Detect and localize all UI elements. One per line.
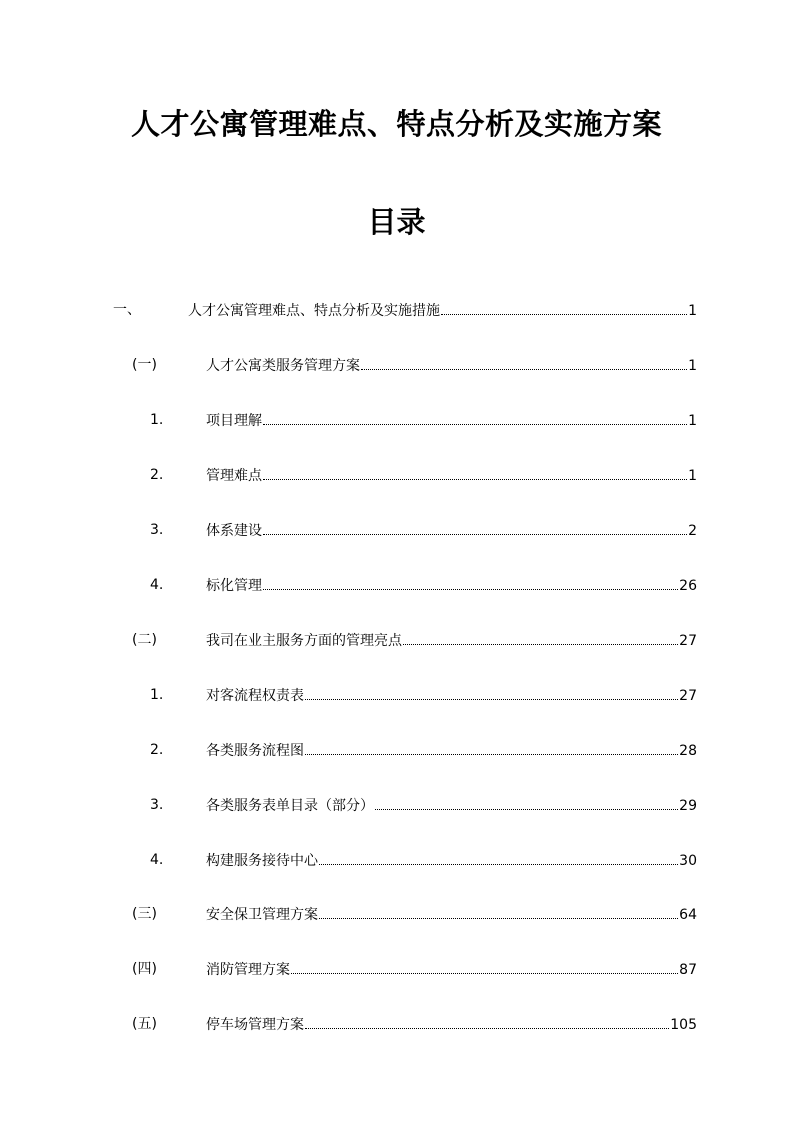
dot-leader	[263, 518, 687, 535]
toc-entry-label: 项目理解	[206, 413, 262, 429]
dot-leader	[305, 683, 678, 700]
toc-entry-number: (三)	[132, 906, 157, 922]
toc-entry-page: 1	[688, 413, 697, 429]
dot-leader	[375, 793, 678, 810]
toc-entry-number: 一、	[113, 302, 141, 318]
toc-entry-number: 3.	[150, 797, 164, 813]
dot-leader	[319, 848, 678, 865]
toc-entry-1-4[interactable]	[0, 957, 793, 981]
dot-leader	[403, 628, 678, 645]
toc-entry-page: 105	[670, 1017, 697, 1033]
toc-entry-line	[206, 628, 697, 653]
toc-entry-1-1-3[interactable]	[0, 518, 793, 542]
dot-leader	[305, 738, 678, 755]
toc-entry-line	[206, 683, 697, 708]
toc-entry-line	[206, 957, 697, 982]
toc-entry-number: 4.	[150, 852, 164, 868]
toc-entry-line	[206, 518, 697, 543]
toc-entry-label: 管理难点	[206, 468, 262, 484]
toc-entry-label: 我司在业主服务方面的管理亮点	[206, 633, 402, 649]
toc-entry-number: 2.	[150, 467, 164, 483]
document-title: 人才公寓管理难点、特点分析及实施方案	[130, 107, 662, 141]
toc-entry-page: 26	[679, 578, 697, 594]
dot-leader	[305, 1012, 669, 1029]
toc-entry-line	[206, 738, 697, 763]
toc-entry-label: 人才公寓类服务管理方案	[206, 358, 360, 374]
toc-entry-line	[206, 1012, 697, 1037]
toc-entry-label: 消防管理方案	[206, 962, 290, 978]
toc-entry-number: (五)	[132, 1016, 157, 1032]
toc-entry-line	[206, 848, 697, 873]
toc-entry-label: 构建服务接待中心	[206, 853, 318, 869]
toc-entry-1[interactable]	[0, 298, 793, 322]
toc-entry-page: 28	[679, 743, 697, 759]
toc-entry-label: 体系建设	[206, 523, 262, 539]
toc-entry-line	[206, 573, 697, 598]
toc-entry-line	[188, 298, 697, 323]
toc-entry-number: 2.	[150, 742, 164, 758]
toc-entry-1-3[interactable]	[0, 902, 793, 926]
toc-entry-page: 29	[679, 798, 697, 814]
toc-entry-1-2-3[interactable]	[0, 793, 793, 817]
toc-entry-1-1[interactable]	[0, 353, 793, 377]
toc-entry-page: 1	[688, 358, 697, 374]
toc-entry-label: 停车场管理方案	[206, 1017, 304, 1033]
toc-entry-number: (四)	[132, 961, 157, 977]
toc-entry-page: 2	[688, 523, 697, 539]
toc-entry-page: 64	[679, 907, 697, 923]
toc-entry-page: 87	[679, 962, 697, 978]
toc-entry-1-2-4[interactable]	[0, 848, 793, 872]
toc-entry-line	[206, 793, 697, 818]
toc-entry-page: 1	[688, 468, 697, 484]
dot-leader	[361, 353, 687, 370]
dot-leader	[319, 902, 678, 919]
toc-entry-page: 27	[679, 688, 697, 704]
toc-entry-label: 安全保卫管理方案	[206, 907, 318, 923]
dot-leader	[441, 298, 687, 315]
dot-leader	[291, 957, 678, 974]
toc-entry-line	[206, 353, 697, 378]
toc-entry-page: 30	[679, 853, 697, 869]
dot-leader	[263, 463, 687, 480]
toc-entry-1-2[interactable]	[0, 628, 793, 652]
toc-entry-line	[206, 902, 697, 927]
toc-entry-label: 各类服务流程图	[206, 743, 304, 759]
toc-entry-label: 标化管理	[206, 578, 262, 594]
toc-entry-label: 人才公寓管理难点、特点分析及实施措施	[188, 303, 440, 319]
toc-entry-number: 4.	[150, 577, 164, 593]
toc-entry-number: (一)	[132, 357, 157, 373]
toc-entry-1-1-1[interactable]	[0, 408, 793, 432]
toc-entry-line	[206, 463, 697, 488]
toc-entry-1-2-1[interactable]	[0, 683, 793, 707]
toc-entry-number: 1.	[150, 687, 164, 703]
toc-entry-1-5[interactable]	[0, 1012, 793, 1036]
toc-entry-label: 各类服务表单目录（部分）	[206, 798, 374, 814]
toc-entry-number: (二)	[132, 632, 157, 648]
toc-entry-page: 1	[688, 303, 697, 319]
toc-entry-label: 对客流程权责表	[206, 688, 304, 704]
toc-entry-line	[206, 408, 697, 433]
toc-entry-1-2-2[interactable]	[0, 738, 793, 762]
toc-entry-1-1-4[interactable]	[0, 573, 793, 597]
toc-entry-number: 1.	[150, 412, 164, 428]
toc-entry-1-1-2[interactable]	[0, 463, 793, 487]
toc-entry-page: 27	[679, 633, 697, 649]
toc-heading: 目录	[367, 205, 426, 239]
toc-entry-number: 3.	[150, 522, 164, 538]
dot-leader	[263, 408, 687, 425]
dot-leader	[263, 573, 678, 590]
